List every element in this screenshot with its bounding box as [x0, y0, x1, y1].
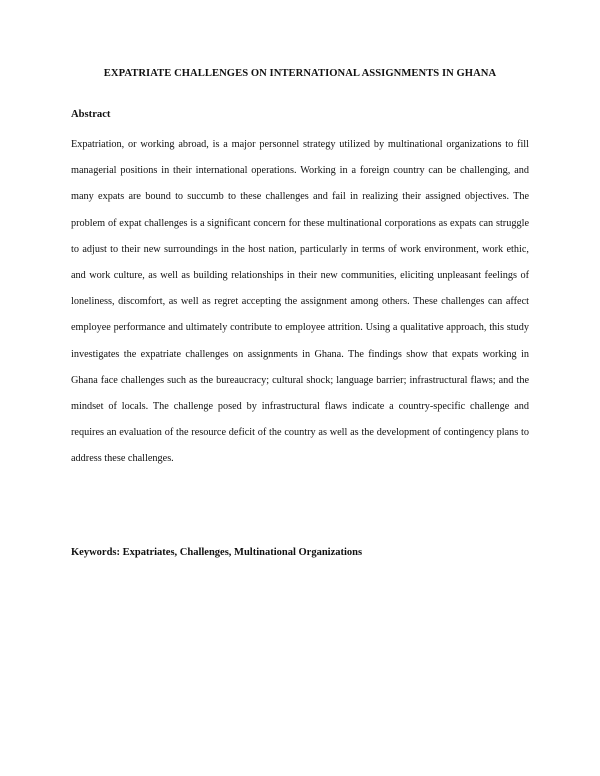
- paper-title: EXPATRIATE CHALLENGES ON INTERNATIONAL ASSIGNMENTS IN GHANA: [103, 68, 497, 79]
- abstract-heading: Abstract: [71, 109, 111, 120]
- abstract-paragraph: Expatriation, or working abroad, is a major personnel strategy utilized by multinational organizations to fill managerial positions in their international operations. Working in a foreign country can be challenging, and many expats are bound to succumb to these challenges and fail in realizing their assigned objectives. The problem of expat challenges is a significant concern for these multinational corporations as expats can struggle to adjust to their new surroundings in the host nation, particularly in terms of work environment, work ethic, and work culture, as well as building relationships in their new communities, eliciting unpleasant feelings of loneliness, discomfort, as well as regret accepting the assignment among others. These challenges can affect employee performance and ultimately contribute to employee attrition. Using a qualitative approach, this study investigates the expatriate challenges on assignments in Ghana. The findings show that expats working in Ghana face challenges such as the bureaucracy; cultural shock; language barrier; infrastructural flaws; and the mindset of locals. The challenge posed by infrastructural flaws indicate a country-specific challenge and requires an evaluation of the resource deficit of the country as well as the development of contingency plans to address these challenges.: [71, 139, 529, 465]
- keywords-line: Keywords: Expatriates, Challenges, Multinational Organizations: [71, 547, 363, 558]
